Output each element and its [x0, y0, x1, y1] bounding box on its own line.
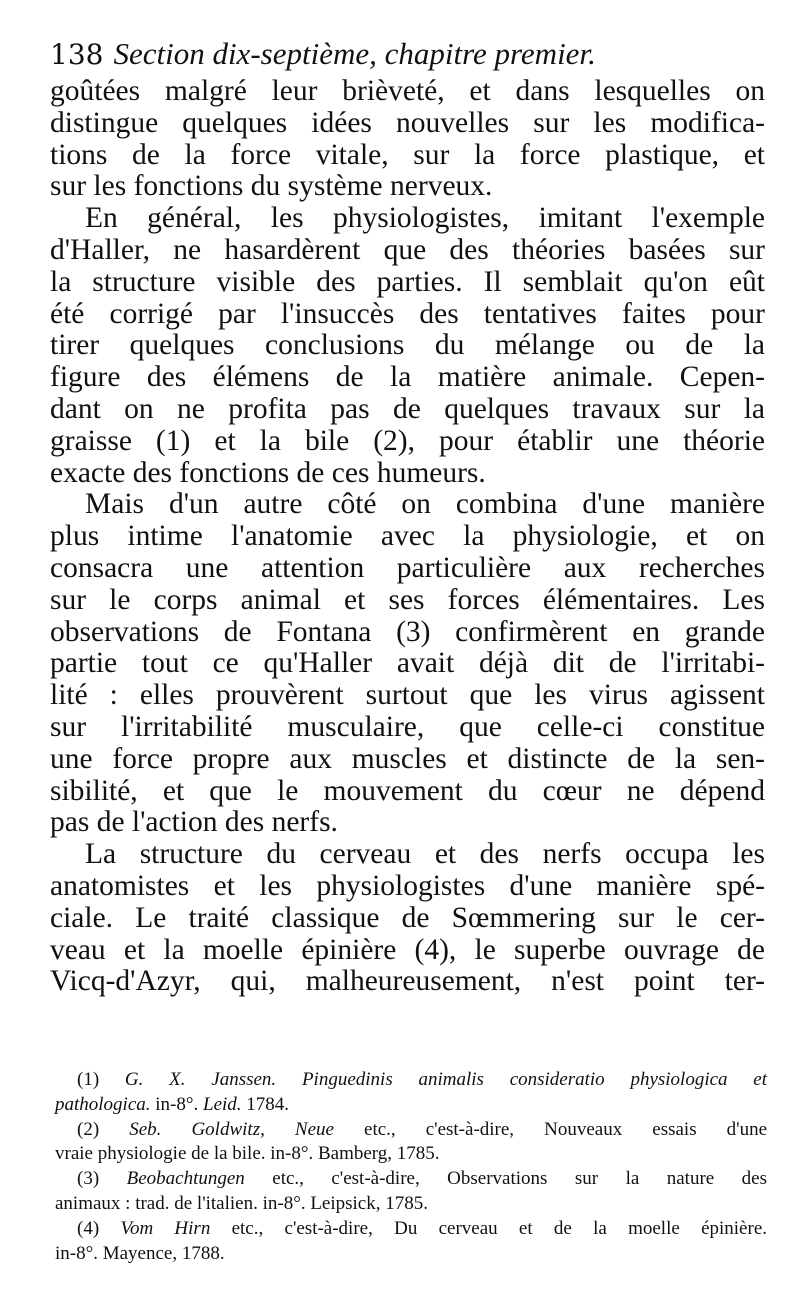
body-line: plus intime l'anatomie avec la physiologie, et on: [50, 520, 765, 553]
footnote-2: (2) Seb. Goldwitz, Neue etc., c'est-à-dire, Nouveaux essais d'une: [77, 1118, 768, 1140]
body-line: ciale. Le traité classique de Sœmmering sur le cer-: [50, 901, 765, 934]
body-line: pas de l'action des nerfs.: [50, 806, 338, 839]
footnote-4: (4) Vom Hirn etc., c'est-à-dire, Du cerveau et de la moelle épinière.: [77, 1217, 768, 1239]
body-line: sur le corps animal et ses forces élémentaires. Les: [50, 583, 765, 616]
running-title: Section dix-septième, chapitre premier.: [113, 36, 596, 71]
footnote-1-continued: pathologica. in-8°. Leid. 1784.: [55, 1093, 290, 1115]
body-line: une force propre aux muscles et distincte de la sen-: [50, 742, 765, 775]
footnote-title: Beobachtungen: [126, 1168, 245, 1190]
body-line: sur l'irritabilité musculaire, que celle-ci constitue: [50, 710, 765, 743]
body-line: tions de la force vitale, sur la force plastique, et: [50, 138, 765, 171]
body-line: lité : elles prouvèrent surtout que les virus agissent: [50, 679, 765, 712]
page-number: 138: [50, 38, 104, 71]
body-line: La structure du cerveau et des nerfs occupa les: [85, 838, 765, 871]
footnote-mark: (1): [77, 1069, 100, 1090]
running-header: [50, 36, 596, 73]
footnote-3-continued: animaux : trad. de l'italien. in-8°. Leipsick, 1785.: [55, 1192, 428, 1214]
footnote-title: Vom Hirn: [120, 1217, 211, 1239]
body-line: figure des élémens de la matière animale. Cepen-: [50, 361, 765, 394]
body-line: sur les fonctions du système nerveux.: [50, 170, 493, 203]
footnote-1: [55, 1068, 767, 1093]
body-line: Vicq-d'Azyr, qui, malheureusement, n'est point ter-: [50, 965, 765, 998]
body-line: sibilité, et que le mouvement du cœur ne dépend: [50, 774, 765, 807]
footnotes: [55, 1068, 767, 1266]
body-line: d'Haller, ne hasardèrent que des théories basées sur: [50, 233, 765, 266]
footnote-4-continued: in-8°. Mayence, 1788.: [55, 1242, 225, 1264]
body-line: été corrigé par l'insuccès des tentatives faites pour: [50, 297, 765, 330]
body-line: tirer quelques conclusions du mélange ou de la: [50, 329, 765, 362]
footnote-mark: (3): [77, 1168, 100, 1190]
body-text: [50, 76, 765, 998]
body-line: partie tout ce qu'Haller avait déjà dit de l'irritabi-: [50, 647, 765, 680]
body-line: la structure visible des parties. Il semblait qu'on eût: [50, 265, 765, 298]
body-line: graisse (1) et la bile (2), pour établir une théorie: [50, 424, 765, 457]
footnote-title: Neue: [294, 1118, 334, 1140]
footnote-2-continued: vraie physiologie de la bile. in-8°. Bamberg, 1785.: [55, 1143, 440, 1165]
footnote-3: (3) Beobachtungen etc., c'est-à-dire, Observations sur la nature des: [77, 1168, 768, 1190]
body-line: consacra une attention particulière aux recherches: [50, 551, 765, 584]
body-line: anatomistes et les physiologistes d'une manière spé-: [50, 869, 765, 902]
footnote-mark: (2): [77, 1118, 100, 1140]
body-line: exacte des fonctions de ces humeurs.: [50, 456, 486, 489]
body-line: Mais d'un autre côté on combina d'une manière: [85, 488, 765, 521]
body-line: observations de Fontana (3) confirmèrent en grande: [50, 615, 765, 648]
footnote-mark: (4): [77, 1217, 100, 1239]
body-line: goûtées malgré leur brièveté, et dans lesquelles on: [50, 75, 765, 107]
body-line: distingue quelques idées nouvelles sur les modifica-: [50, 106, 765, 139]
body-line: En général, les physiologistes, imitant l'exemple: [85, 202, 765, 235]
body-line: dant on ne profita pas de quelques travaux sur la: [50, 392, 765, 425]
footnote-title: Pinguedinis animalis consideratio physiologica et: [301, 1069, 768, 1090]
footnote-author: G. X. Janssen.: [124, 1069, 277, 1090]
body-line: veau et la moelle épinière (4), le superbe ouvrage de: [50, 933, 765, 966]
footnote-author: Seb. Goldwitz,: [129, 1118, 265, 1140]
